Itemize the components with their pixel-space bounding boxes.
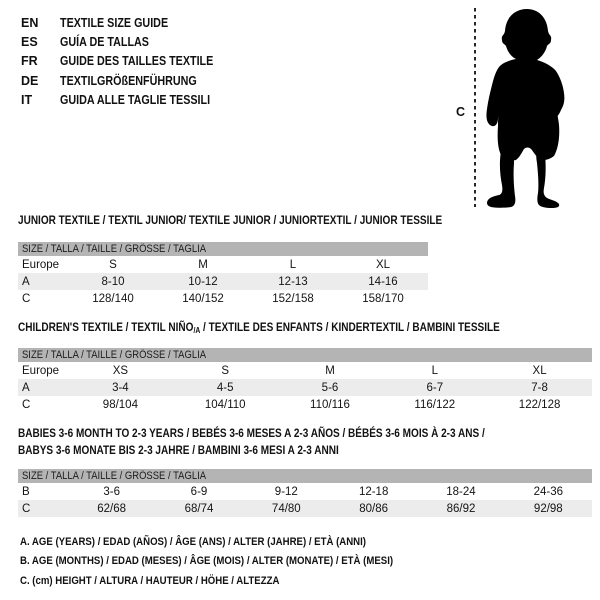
table-row-height	[18, 396, 592, 413]
measure-legend	[20, 536, 454, 594]
babies-table-title-line2: BABYS 3-6 MONATE BIS 2-3 JAHRE / BAMBINI 3-6 MESI A 2-3 ANNI	[18, 443, 339, 457]
size-cell: 68/74	[184, 502, 214, 515]
size-cell: XS	[112, 364, 129, 377]
size-cell: 98/104	[102, 398, 138, 411]
language-title: TEXTILE SIZE GUIDE	[60, 15, 169, 30]
size-cell: M	[198, 258, 208, 271]
size-cell: 122/128	[518, 398, 561, 411]
babies-size-table	[18, 469, 592, 517]
height-dashed-line	[474, 8, 476, 207]
language-title: TEXTILGRÖßENFÜHRUNG	[60, 73, 197, 88]
language-row-de	[21, 71, 238, 90]
row-label: A	[22, 275, 30, 288]
legend-text: A. AGE (YEARS) / EDAD (AÑOS) / ÂGE (ANS) / ALTER (JAHRE) / ETÀ (ANNI)	[20, 536, 367, 548]
language-row-fr	[21, 52, 238, 71]
baby-silhouette-icon	[486, 5, 588, 211]
table-row-height	[18, 500, 592, 517]
language-title: GUÍA DE TALLAS	[60, 35, 149, 50]
size-cell: L	[289, 258, 297, 271]
size-cell: 14-16	[368, 275, 398, 288]
language-row-it	[21, 91, 238, 110]
size-cell: 6-7	[426, 381, 444, 394]
size-header-label: SIZE / TALLA / TAILLE / GRÖSSE / TAGLIA	[22, 470, 207, 482]
language-code: ES	[21, 35, 38, 50]
table-row-months	[18, 483, 592, 500]
table-row-europe	[18, 362, 592, 379]
size-cell: 158/170	[362, 292, 404, 305]
children-title-pre: CHILDREN'S TEXTILE / TEXTIL NIÑO	[18, 320, 194, 334]
language-code: FR	[21, 54, 38, 69]
size-cell: 10-12	[188, 275, 218, 288]
size-header-label: SIZE / TALLA / TAILLE / GRÖSSE / TAGLIA	[22, 349, 207, 361]
size-cell: L	[431, 364, 438, 377]
language-title: GUIDE DES TAILLES TEXTILE	[60, 54, 214, 69]
size-cell: 3-4	[112, 381, 129, 394]
legend-text: B. AGE (MONTHS) / EDAD (MESES) / ÂGE (MOIS) / ALTER (MONATE) / ETÀ (MESI)	[20, 555, 394, 568]
size-cell: 116/122	[414, 398, 456, 411]
language-code: IT	[21, 93, 33, 108]
size-cell: XL	[375, 258, 391, 271]
size-cell: 6-9	[190, 485, 208, 498]
children-table-title	[18, 320, 500, 335]
size-cell: 86/92	[446, 502, 476, 515]
table-row-age	[18, 273, 428, 290]
children-size-table	[18, 348, 592, 413]
babies-table-title-line1: BABIES 3-6 MONTH TO 2-3 YEARS / BEBÉS 3-6 MESES A 2-3 AÑOS / BÉBÉS 3-6 MOIS À 2-3 ANS /	[18, 426, 485, 440]
legend-line-a	[20, 536, 454, 555]
size-cell: 80/86	[359, 502, 389, 515]
language-title: GUIDA ALLE TAGLIE TESSILI	[60, 93, 211, 108]
size-cell: 12-13	[278, 275, 308, 288]
table-row-europe	[18, 256, 428, 273]
language-row-es	[21, 32, 238, 51]
row-label: Europe	[22, 258, 60, 271]
size-cell: 5-6	[321, 381, 339, 394]
children-title-subscript: /A	[193, 326, 201, 335]
row-label: C	[22, 502, 31, 515]
row-label: B	[22, 485, 30, 498]
size-cell: 7-8	[531, 381, 548, 394]
size-cell: 18-24	[446, 485, 476, 498]
language-code: DE	[21, 73, 39, 88]
size-cell: 104/110	[204, 398, 246, 411]
junior-table-title: JUNIOR TEXTILE / TEXTIL JUNIOR/ TEXTILE JUNIOR / JUNIORTEXTIL / JUNIOR TESSILE	[18, 213, 443, 227]
language-row-en	[21, 13, 238, 32]
legend-line-b	[20, 555, 454, 574]
row-label: Europe	[22, 364, 60, 377]
size-cell: 24-36	[533, 485, 564, 498]
row-label: C	[22, 398, 31, 411]
row-label: A	[22, 381, 30, 394]
size-header-row	[18, 348, 592, 362]
size-header-bar	[18, 469, 592, 483]
height-measure-label: C	[456, 105, 466, 119]
size-cell: 140/152	[182, 292, 224, 305]
row-label: C	[22, 292, 31, 305]
size-cell: 110/116	[310, 398, 350, 411]
size-cell: 92/98	[533, 502, 563, 515]
size-cell: M	[325, 364, 335, 377]
size-cell: S	[221, 364, 230, 377]
children-title-post: / TEXTILE DES ENFANTS / KINDERTEXTIL / BAMBINI TESSILE	[200, 320, 500, 334]
size-header-row	[18, 469, 592, 483]
size-header-bar	[18, 242, 428, 256]
size-cell: 9-12	[274, 485, 298, 498]
language-code: EN	[21, 15, 39, 30]
junior-size-table	[18, 242, 428, 307]
size-cell: 12-18	[358, 485, 389, 498]
language-title-list	[21, 13, 238, 110]
legend-text: C. (cm) HEIGHT / ALTURA / HAUTEUR / HÖHE / ALTEZZA	[20, 574, 280, 587]
size-cell: XL	[532, 364, 547, 377]
size-cell: S	[109, 258, 117, 271]
size-cell: 4-5	[216, 381, 234, 394]
size-cell: 152/158	[272, 292, 314, 305]
table-row-age	[18, 379, 592, 396]
size-cell: 8-10	[101, 275, 125, 288]
size-header-row	[18, 242, 428, 256]
size-cell: 62/68	[97, 502, 127, 515]
size-cell: 3-6	[103, 485, 120, 498]
legend-line-c	[20, 575, 454, 594]
size-cell: 128/140	[92, 292, 134, 305]
size-header-label: SIZE / TALLA / TAILLE / GRÖSSE / TAGLIA	[22, 243, 207, 255]
table-row-height	[18, 290, 428, 307]
size-cell: 74/80	[271, 502, 301, 515]
size-header-bar	[18, 348, 592, 362]
